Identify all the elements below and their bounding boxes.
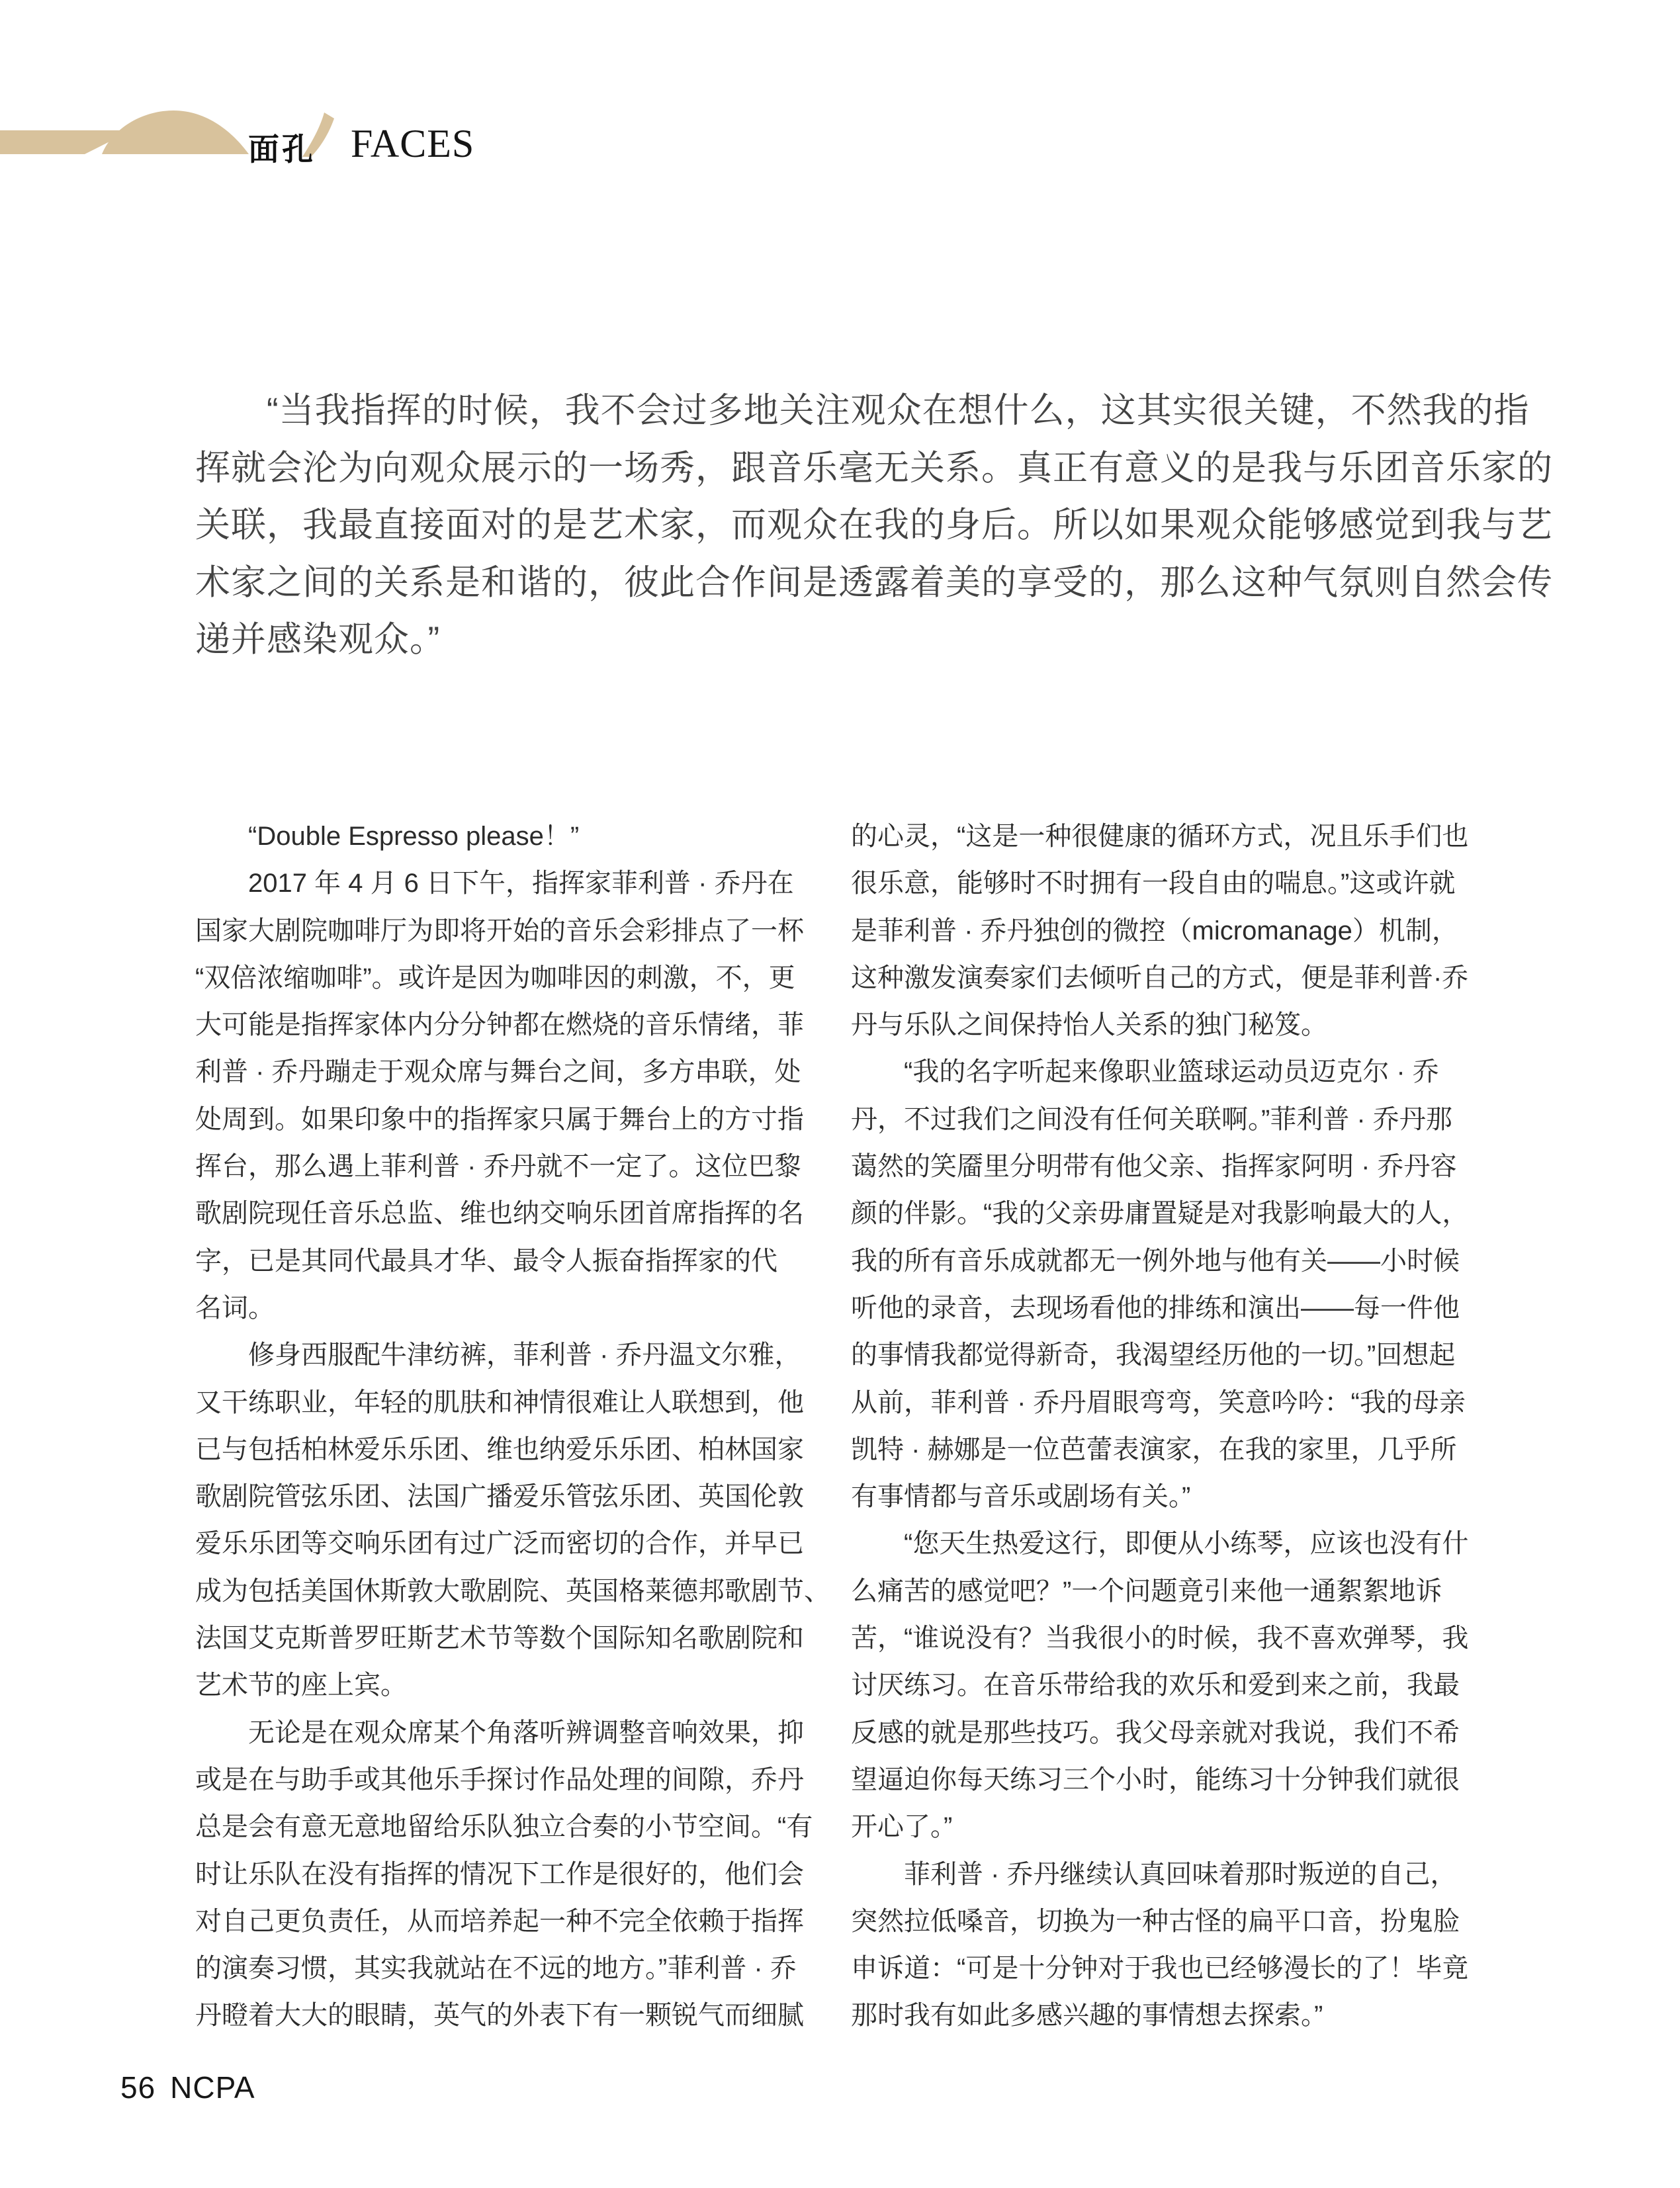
text-line: 么痛苦的感觉吧？”一个问题竟引来他一通絮絮地诉	[851, 1576, 1442, 1606]
text-line: 已与包括柏林爱乐乐团、维也纳爱乐乐团、柏林国家	[195, 1434, 804, 1464]
text-line: 修身西服配牛津纺裤，菲利普 · 乔丹温文尔雅，	[195, 1340, 801, 1370]
text-line: 成为包括美国休斯敦大歌剧院、英国格莱德邦歌剧节、	[195, 1576, 830, 1606]
text-line: 的心灵，“这是一种很健康的循环方式，况且乐手们也	[851, 822, 1469, 851]
text-line: 无论是在观众席某个角落听辨调整音响效果，抑	[195, 1718, 804, 1747]
text-line: 时让乐队在没有指挥的情况下工作是很好的，他们会	[195, 1859, 804, 1889]
text-line: 反感的就是那些技巧。我父母亲就对我说，我们不希	[851, 1718, 1460, 1747]
text-line: “双倍浓缩咖啡”。或许是因为咖啡因的刺激，不，更	[195, 963, 795, 992]
text-line: “当我指挥的时候，我不会过多地关注观众在想什么，这其实很关键，不然我的指	[195, 391, 1530, 430]
logo-dome-shape	[102, 110, 249, 154]
text-line: 听他的录音，去现场看他的排练和演出——每一件他	[851, 1293, 1460, 1323]
text-line: 关联，我最直接面对的是艺术家，而观众在我的身后。所以如果观众能够感觉到我与艺	[195, 505, 1553, 545]
text-line: 对自己更负责任，从而培养起一种不完全依赖于指挥	[195, 1906, 804, 1936]
text-line: 我的所有音乐成就都无一例外地与他有关——小时候	[851, 1246, 1460, 1276]
section-title-en: FACES	[351, 122, 475, 165]
body-column-right	[851, 813, 1469, 2040]
text-line: 从前，菲利普 · 乔丹眉眼弯弯，笑意吟吟：“我的母亲	[851, 1387, 1466, 1417]
text-line: 很乐意，能够时不时拥有一段自由的喘息。”这或许就	[851, 869, 1456, 898]
text-line: “我的名字听起来像职业篮球运动员迈克尔 · 乔	[851, 1057, 1439, 1087]
text-line: 国家大剧院咖啡厅为即将开始的音乐会彩排点了一杯	[195, 916, 804, 945]
page-number: 56	[120, 2070, 156, 2105]
text-line: 挥台，那么遇上菲利普 · 乔丹就不一定了。这位巴黎	[195, 1152, 801, 1182]
text-line: 术家之间的关系是和谐的，彼此合作间是透露着美的享受的，那么这种气氛则自然会传	[195, 562, 1553, 602]
body-column-left	[195, 813, 830, 2040]
pull-quote	[195, 382, 1553, 669]
text-line: 丹瞪着大大的眼睛，英气的外表下有一颗锐气而细腻	[195, 2001, 804, 2031]
text-line: 法国艾克斯普罗旺斯艺术节等数个国际知名歌剧院和	[195, 1624, 804, 1653]
text-line: 递并感染观众。”	[195, 620, 441, 659]
text-line: 利普 · 乔丹蹦走于观众席与舞台之间，多方串联，处	[195, 1057, 801, 1087]
text-line: 蔼然的笑靥里分明带有他父亲、指挥家阿明 · 乔丹容	[851, 1152, 1457, 1182]
text-line: 歌剧院管弦乐团、法国广播爱乐管弦乐团、英国伦敦	[195, 1482, 804, 1512]
text-line: 大可能是指挥家体内分分钟都在燃烧的音乐情绪，菲	[195, 1010, 804, 1040]
text-line: 开心了。”	[851, 1812, 953, 1842]
text-line: 这种激发演奏家们去倾听自己的方式，便是菲利普·乔	[851, 963, 1469, 992]
text-line: 挥就会沦为向观众展示的一场秀，跟音乐毫无关系。真正有意义的是我与乐团音乐家的	[195, 448, 1553, 488]
text-line: 颜的伴影。“我的父亲毋庸置疑是对我影响最大的人，	[851, 1199, 1469, 1229]
section-title-zh: 面孔	[248, 132, 316, 167]
text-line: 字，已是其同代最具才华、最令人振奋指挥家的代	[195, 1246, 777, 1276]
text-line: 又干练职业，年轻的肌肤和神情很难让人联想到，他	[195, 1387, 804, 1417]
text-line: 丹与乐队之间保持怡人关系的独门秘笈。	[851, 1010, 1327, 1040]
text-line: 望逼迫你每天练习三个小时，能练习十分钟我们就很	[851, 1765, 1460, 1794]
text-line: 处周到。如果印象中的指挥家只属于舞台上的方寸指	[195, 1104, 804, 1134]
page-footer	[120, 2070, 255, 2105]
text-line: 总是会有意无意地留给乐队独立合奏的小节空间。“有	[195, 1812, 813, 1842]
text-line: 艺术节的座上宾。	[195, 1671, 407, 1700]
text-line: 的演奏习惯，其实我就站在不远的地方。”菲利普 · 乔	[195, 1954, 797, 1984]
text-line: 或是在与助手或其他乐手探讨作品处理的间隙，乔丹	[195, 1765, 804, 1794]
text-line: 爱乐乐团等交响乐团有过广泛而密切的合作，并早已	[195, 1529, 804, 1559]
text-line: 凯特 · 赫娜是一位芭蕾表演家，在我的家里，几乎所	[851, 1434, 1457, 1464]
text-line: “Double Espresso please！”	[195, 822, 580, 851]
magazine-code: NCPA	[170, 2070, 255, 2105]
text-line: 2017 年 4 月 6 日下午，指挥家菲利普 · 乔丹在	[195, 869, 794, 898]
text-line: 那时我有如此多感兴趣的事情想去探索。”	[851, 2001, 1323, 2031]
text-line: 歌剧院现任音乐总监、维也纳交响乐团首席指挥的名	[195, 1199, 804, 1229]
text-line: 的事情我都觉得新奇，我渴望经历他的一切。”回想起	[851, 1340, 1456, 1370]
text-line: 苦，“谁说没有？当我很小的时候，我不喜欢弹琴，我	[851, 1624, 1469, 1653]
text-line: 丹，不过我们之间没有任何关联啊。”菲利普 · 乔丹那	[851, 1104, 1452, 1134]
text-line: 菲利普 · 乔丹继续认真回味着那时叛逆的自己，	[851, 1859, 1457, 1889]
text-line: 名词。	[195, 1293, 275, 1323]
text-line: 是菲利普 · 乔丹独创的微控（micromanage）机制，	[851, 916, 1458, 945]
text-line: “您天生热爱这行，即便从小练琴，应该也没有什	[851, 1529, 1469, 1559]
text-line: 讨厌练习。在音乐带给我的欢乐和爱到来之前，我最	[851, 1671, 1460, 1700]
text-line: 有事情都与音乐或剧场有关。”	[851, 1482, 1191, 1512]
text-line: 申诉道：“可是十分钟对于我也已经够漫长的了！毕竟	[851, 1954, 1469, 1984]
text-line: 突然拉低嗓音，切换为一种古怪的扁平口音，扮鬼脸	[851, 1906, 1460, 1936]
